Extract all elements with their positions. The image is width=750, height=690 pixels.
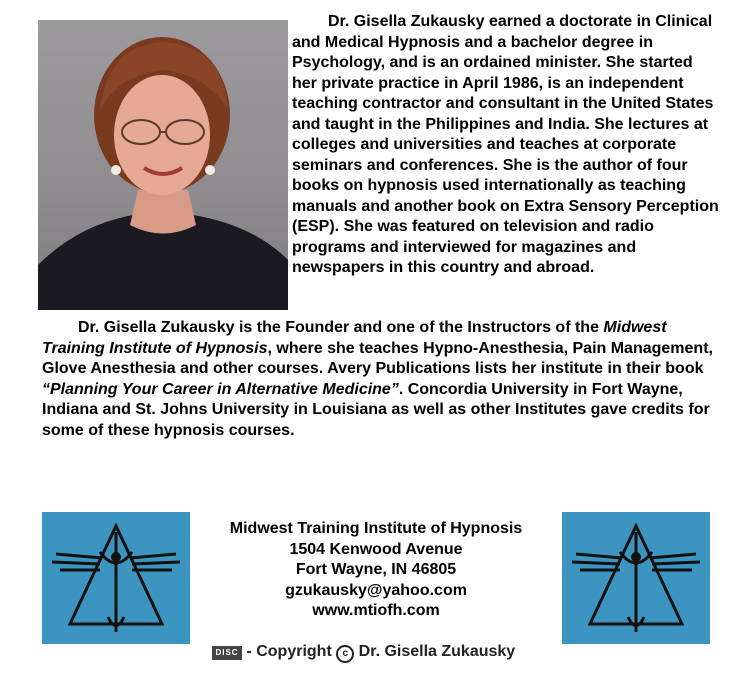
bio-paragraph-1-text: Dr. Gisella Zukausky earned a doctorate in Clinical and Medical Hypnosis and a bachelor degree in Psychology, and is an ordained minister. She started her private practice in April 1986, is an independent teaching contractor and consultant in the United States and taught in the Philippines and India. She lectures at colleges and universities and teaches at corporate seminars and conferences. She is the author of four books on hypnosis used internationally as teaching manuals and another book on Extra Sensory Perception (ESP). She was featured on television and radio programs and interviewed for magazines and newspapers in this country and abroad. [292, 13, 719, 276]
bio-paragraph-2-text-c: . Concordia University in Fort Wayne, Indiana and St. Johns University in Louisiana as well as other Institutes gave credits for some of these hypnosis courses. [42, 380, 710, 439]
email-link[interactable]: gzukausky@yahoo.com [285, 581, 467, 599]
bio-paragraph-1 [292, 12, 722, 279]
bio-paragraph-2-text-b: , where she teaches Hypno-Anesthesia, Pain Management, Glove Anesthesia and other courses. Avery Publications lists her institute in their book [42, 339, 713, 377]
city-state-zip: Fort Wayne, IN 46805 [295, 561, 457, 578]
book-title: “Planning Your Career in Alternative Medicine” [42, 380, 399, 398]
disc-icon: DISC [212, 646, 242, 660]
winged-triangle-emblem-icon [562, 512, 710, 644]
portrait-illustration [38, 20, 288, 310]
bio-paragraph-2 [42, 318, 732, 441]
copyright-text-a: - Copyright [242, 643, 337, 660]
institute-title: Midwest Training Institute of Hypnosis [229, 520, 523, 537]
copyright-owner: Dr. Gisella Zukausky [354, 643, 516, 660]
website-link[interactable]: www.mtiofh.com [312, 602, 440, 619]
copyright-icon: c [336, 645, 354, 663]
copyright-line [212, 642, 552, 663]
bio-paragraph-2-text-a: Dr. Gisella Zukausky is the Founder and one of the Instructors of the [78, 319, 604, 336]
street-address: 1504 Kenwood Avenue [289, 540, 463, 558]
contact-block [200, 519, 552, 622]
portrait-photo [38, 20, 288, 310]
winged-triangle-emblem-icon [42, 512, 190, 644]
institute-name: Midwest Training Institute of Hypnosis [42, 319, 667, 357]
